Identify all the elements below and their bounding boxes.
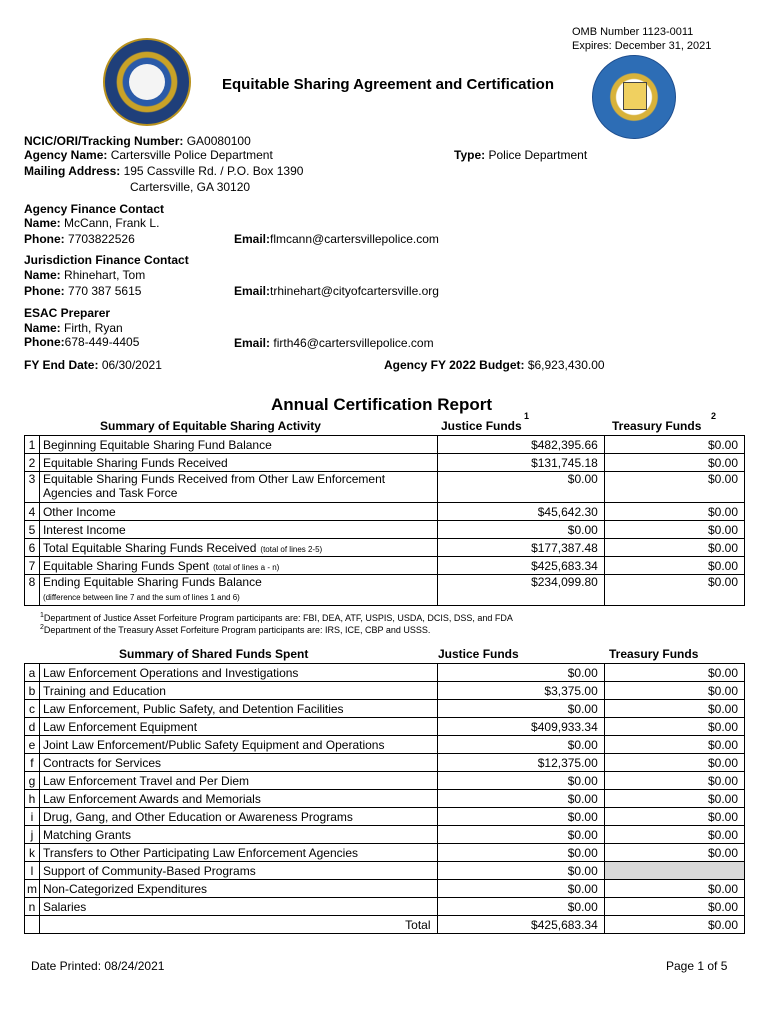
treasury-funds-header: Treasury Funds <box>612 419 702 433</box>
row-label-cell <box>39 436 437 454</box>
activity-row <box>25 454 745 472</box>
row-note: (total of lines a - n) <box>213 562 280 572</box>
row-letter: g <box>25 772 40 790</box>
doj-seal <box>103 38 191 126</box>
row-label-cell <box>39 503 437 521</box>
row-number: 6 <box>25 539 40 557</box>
treasury-amount: $0.00 <box>604 826 744 844</box>
email-label: Email: <box>234 284 271 298</box>
row-label: Law Enforcement Travel and Per Diem <box>39 772 437 790</box>
justice-amount: $0.00 <box>437 736 604 754</box>
footnote-1 <box>40 612 513 623</box>
name-value: McCann, Frank L. <box>64 216 160 230</box>
row-letter: f <box>25 754 40 772</box>
activity-table <box>24 435 745 606</box>
footnote-2-mark: 2 <box>40 624 44 631</box>
row-label: Joint Law Enforcement/Public Safety Equipment and Operations <box>39 736 437 754</box>
row-letter: i <box>25 808 40 826</box>
agency-finance-name <box>24 216 159 230</box>
row-label-cell <box>39 575 437 606</box>
row-label: Equitable Sharing Funds Received <box>42 455 228 470</box>
treasury-amount <box>604 862 744 880</box>
row-label: Ending Equitable Sharing Funds Balance <box>42 575 262 589</box>
treasury-amount: $0.00 <box>604 539 744 557</box>
row-label: Total Equitable Sharing Funds Received <box>42 540 257 555</box>
spent-row <box>25 754 745 772</box>
spent-treasury-header: Treasury Funds <box>609 647 699 661</box>
name-value: Rhinehart, Tom <box>64 268 146 282</box>
row-label: Law Enforcement Operations and Investigations <box>39 664 437 682</box>
row-label-cell <box>39 539 437 557</box>
row-letter: l <box>25 862 40 880</box>
agency-finance-heading: Agency Finance Contact <box>24 202 165 216</box>
footnote-2 <box>40 624 430 635</box>
treasury-amount: $0.00 <box>604 503 744 521</box>
row-letter: n <box>25 898 40 916</box>
email-label: Email: <box>234 232 271 246</box>
treasury-amount: $0.00 <box>604 557 744 575</box>
justice-amount: $0.00 <box>437 826 604 844</box>
row-letter: a <box>25 664 40 682</box>
row-label: Non-Categorized Expenditures <box>39 880 437 898</box>
treasury-amount: $0.00 <box>604 436 744 454</box>
row-label: Other Income <box>42 504 116 519</box>
activity-row <box>25 503 745 521</box>
total-label: Total <box>39 916 437 934</box>
activity-row <box>25 575 745 606</box>
budget-value: $6,923,430.00 <box>527 358 605 372</box>
row-number: 4 <box>25 503 40 521</box>
agency-name-value: Cartersville Police Department <box>110 148 273 162</box>
spent-row <box>25 772 745 790</box>
justice-amount: $45,642.30 <box>437 503 604 521</box>
activity-header: Summary of Equitable Sharing Activity <box>100 419 321 433</box>
row-label: Law Enforcement, Public Safety, and Detention Facilities <box>39 700 437 718</box>
agency-type-label: Type: <box>454 148 486 162</box>
spent-row <box>25 736 745 754</box>
treasury-amount: $0.00 <box>604 808 744 826</box>
row-label: Interest Income <box>42 522 126 537</box>
justice-amount: $0.00 <box>437 898 604 916</box>
spent-row <box>25 898 745 916</box>
phone-label: Phone: <box>24 232 65 246</box>
treasury-seal <box>592 55 676 139</box>
phone-value: 770 387 5615 <box>68 284 142 298</box>
treasury-amount: $0.00 <box>604 700 744 718</box>
row-letter: k <box>25 844 40 862</box>
row-label-cell <box>39 521 437 539</box>
row-label-cell <box>39 557 437 575</box>
tracking-label: NCIC/ORI/Tracking Number: <box>24 134 184 148</box>
spent-row <box>25 664 745 682</box>
agency-budget <box>384 358 605 372</box>
justice-amount: $0.00 <box>437 862 604 880</box>
treasury-amount: $0.00 <box>604 898 744 916</box>
row-label-cell <box>39 454 437 472</box>
mailing-line1: 195 Cassville Rd. / P.O. Box 1390 <box>123 164 304 178</box>
agency-finance-email <box>234 232 439 246</box>
phone-value: 7703822526 <box>68 232 135 246</box>
row-label: Beginning Equitable Sharing Fund Balance <box>42 437 272 452</box>
spent-row <box>25 808 745 826</box>
phone-label: Phone: <box>24 284 65 298</box>
email-value: firth46@cartersvillepolice.com <box>273 336 434 350</box>
activity-row <box>25 521 745 539</box>
treasury-amount: $0.00 <box>604 880 744 898</box>
justice-amount: $0.00 <box>437 880 604 898</box>
mailing-line2: Cartersville, GA 30120 <box>130 180 251 194</box>
treasury-amount: $0.00 <box>604 472 744 503</box>
fy-end-label: FY End Date: <box>24 358 99 372</box>
row-label: Law Enforcement Equipment <box>39 718 437 736</box>
row-letter: h <box>25 790 40 808</box>
justice-amount: $0.00 <box>437 844 604 862</box>
spent-row <box>25 844 745 862</box>
justice-amount: $0.00 <box>437 521 604 539</box>
report-title: Annual Certification Report <box>271 395 493 414</box>
spent-row <box>25 826 745 844</box>
justice-amount: $0.00 <box>437 664 604 682</box>
justice-sup: 1 <box>524 411 530 421</box>
row-number: 2 <box>25 454 40 472</box>
name-label: Name: <box>24 321 61 335</box>
justice-amount: $0.00 <box>437 700 604 718</box>
justice-amount: $234,099.80 <box>437 575 604 606</box>
total-row <box>25 916 745 934</box>
treasury-amount: $0.00 <box>604 754 744 772</box>
total-treasury: $0.00 <box>604 916 744 934</box>
row-label-cell <box>39 472 437 503</box>
activity-row <box>25 557 745 575</box>
email-value: trhinehart@cityofcartersville.org <box>270 284 439 298</box>
agency-finance-phone <box>24 232 135 246</box>
spent-row <box>25 682 745 700</box>
name-label: Name: <box>24 268 61 282</box>
jurisdiction-finance-phone <box>24 284 141 298</box>
row-number: 1 <box>25 436 40 454</box>
treasury-amount: $0.00 <box>604 844 744 862</box>
phone-label: Phone: <box>24 335 65 349</box>
tracking-value: GA0080100 <box>186 134 251 148</box>
name-label: Name: <box>24 216 61 230</box>
activity-row <box>25 436 745 454</box>
justice-amount: $12,375.00 <box>437 754 604 772</box>
agency-type <box>454 148 587 162</box>
row-label: Salaries <box>39 898 437 916</box>
treasury-amount: $0.00 <box>604 521 744 539</box>
activity-row <box>25 472 745 503</box>
treasury-amount: $0.00 <box>604 664 744 682</box>
justice-amount: $0.00 <box>437 808 604 826</box>
treasury-amount: $0.00 <box>604 575 744 606</box>
row-number: 8 <box>25 575 40 606</box>
row-label-continued: Agencies and Task Force <box>42 486 178 500</box>
omb-number: OMB Number 1123-0011 <box>572 26 694 38</box>
row-number: 7 <box>25 557 40 575</box>
footnote-1-text: Department of Justice Asset Forfeiture Program participants are: FBI, DEA, ATF, USPIS, USDA, DCIS, DSS, and FDA <box>43 613 513 623</box>
row-letter: c <box>25 700 40 718</box>
row-label: Equitable Sharing Funds Received from Other Law Enforcement <box>42 472 386 486</box>
row-label: Transfers to Other Participating Law Enforcement Agencies <box>39 844 437 862</box>
esac-preparer-heading: ESAC Preparer <box>24 306 111 320</box>
justice-amount: $0.00 <box>437 772 604 790</box>
row-label: Training and Education <box>39 682 437 700</box>
justice-amount: $177,387.48 <box>437 539 604 557</box>
budget-label: Agency FY 2022 Budget: <box>384 358 525 372</box>
row-letter: b <box>25 682 40 700</box>
row-letter: d <box>25 718 40 736</box>
row-label: Drug, Gang, and Other Education or Awareness Programs <box>39 808 437 826</box>
treasury-amount: $0.00 <box>604 790 744 808</box>
row-label: Support of Community-Based Programs <box>39 862 437 880</box>
justice-amount: $131,745.18 <box>437 454 604 472</box>
treasury-amount: $0.00 <box>604 454 744 472</box>
expiration-date: Expires: December 31, 2021 <box>572 40 712 52</box>
treasury-amount: $0.00 <box>604 772 744 790</box>
jurisdiction-finance-name <box>24 268 145 282</box>
justice-amount: $409,933.34 <box>437 718 604 736</box>
footnote-1-mark: 1 <box>40 612 44 619</box>
activity-row <box>25 539 745 557</box>
spent-row <box>25 862 745 880</box>
mailing-label: Mailing Address: <box>24 164 121 178</box>
row-number: 5 <box>25 521 40 539</box>
spent-row <box>25 790 745 808</box>
total-blank <box>25 916 40 934</box>
row-label-continued: (difference between line 7 and the sum of lines 1 and 6) <box>42 593 240 602</box>
jurisdiction-finance-heading: Jurisdiction Finance Contact <box>24 253 189 267</box>
spent-row <box>25 700 745 718</box>
page-title: Equitable Sharing Agreement and Certification <box>222 76 554 93</box>
esac-preparer-email <box>234 336 434 350</box>
spent-header: Summary of Shared Funds Spent <box>119 647 309 661</box>
name-value: Firth, Ryan <box>64 321 123 335</box>
page-number: Page 1 of 5 <box>666 959 728 973</box>
row-letter: e <box>25 736 40 754</box>
row-label: Matching Grants <box>39 826 437 844</box>
fy-end-date <box>24 358 162 372</box>
agency-name <box>24 148 273 162</box>
row-letter: j <box>25 826 40 844</box>
jurisdiction-finance-email <box>234 284 439 298</box>
row-number: 3 <box>25 472 40 503</box>
total-justice: $425,683.34 <box>437 916 604 934</box>
spent-row <box>25 718 745 736</box>
treasury-amount: $0.00 <box>604 736 744 754</box>
agency-name-label: Agency Name: <box>24 148 108 162</box>
spent-row <box>25 880 745 898</box>
date-printed: Date Printed: 08/24/2021 <box>31 959 165 973</box>
justice-amount: $3,375.00 <box>437 682 604 700</box>
justice-amount: $0.00 <box>437 790 604 808</box>
justice-amount: $0.00 <box>437 472 604 503</box>
row-letter: m <box>25 880 40 898</box>
row-note: (total of lines 2-5) <box>260 544 323 554</box>
esac-preparer-phone <box>24 335 139 349</box>
footnote-2-text: Department of the Treasury Asset Forfeiture Program participants are: IRS, ICE, CBP and USSS. <box>43 625 431 635</box>
tracking-number <box>24 134 251 148</box>
spent-table <box>24 663 745 934</box>
justice-amount: $482,395.66 <box>437 436 604 454</box>
treasury-amount: $0.00 <box>604 718 744 736</box>
treasury-sup: 2 <box>711 411 717 421</box>
agency-type-value: Police Department <box>488 148 588 162</box>
esac-preparer-name <box>24 321 123 335</box>
email-value: flmcann@cartersvillepolice.com <box>270 232 439 246</box>
spent-justice-header: Justice Funds <box>438 647 519 661</box>
phone-value: 678-449-4405 <box>64 335 140 349</box>
row-label: Law Enforcement Awards and Memorials <box>39 790 437 808</box>
row-label: Contracts for Services <box>39 754 437 772</box>
treasury-amount: $0.00 <box>604 682 744 700</box>
row-label: Equitable Sharing Funds Spent <box>42 558 210 573</box>
justice-amount: $425,683.34 <box>437 557 604 575</box>
justice-funds-header: Justice Funds <box>441 419 522 433</box>
mailing-address <box>24 164 303 178</box>
fy-end-value: 06/30/2021 <box>101 358 162 372</box>
email-label: Email: <box>234 336 271 350</box>
